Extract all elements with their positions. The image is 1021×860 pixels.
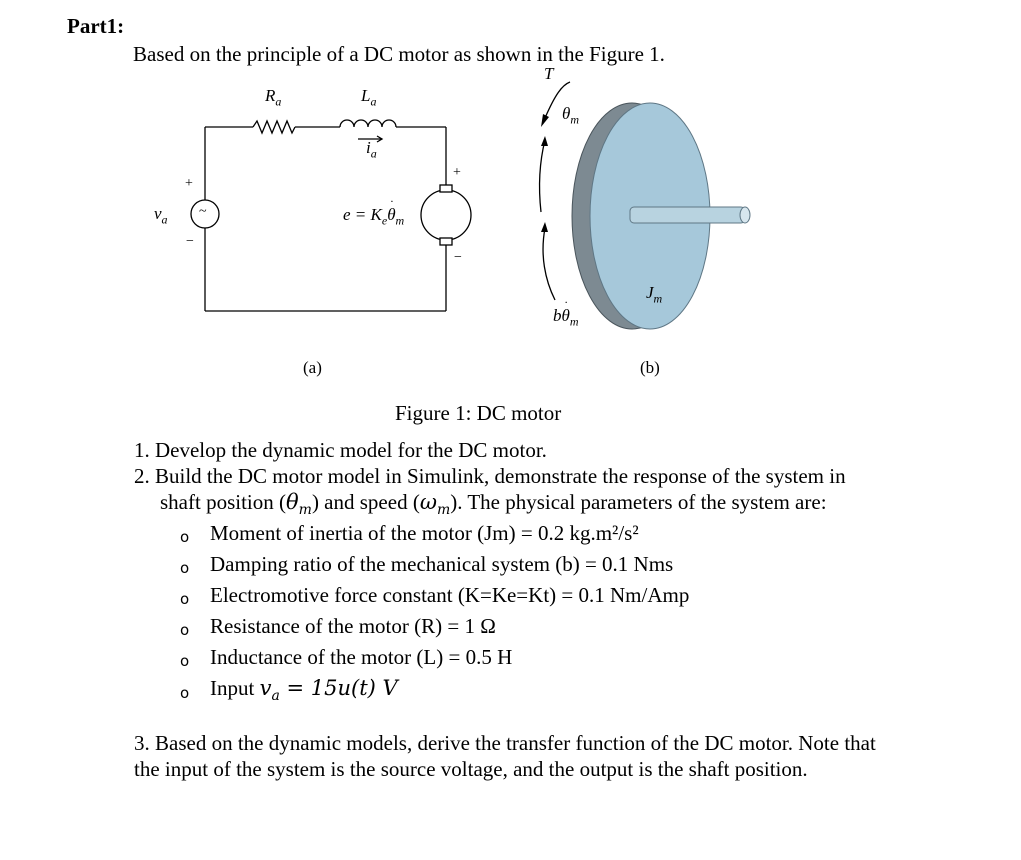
- figure-caption: Figure 1: DC motor: [395, 401, 562, 425]
- label-torque: T: [544, 64, 554, 83]
- list-bullet: o: [180, 528, 190, 546]
- damping-arrow-down: [543, 228, 555, 300]
- circuit-diagram: [191, 120, 471, 311]
- damping-arrow-up: [540, 140, 545, 212]
- shaft: [630, 207, 745, 223]
- label-va: $v_a$: [154, 204, 168, 227]
- resistor-ra: [253, 121, 295, 133]
- figure-1: [0, 0, 1021, 400]
- list-item: Electromotive force constant (K=Ke=Kt) = 0.1 Nm/Amp: [210, 583, 690, 607]
- label-b: (b): [640, 358, 660, 377]
- list-bullet: o: [180, 559, 190, 577]
- part-title: Part1:: [67, 14, 125, 38]
- list-bullet: o: [180, 684, 190, 702]
- list-item: Moment of inertia of the motor (Jm) = 0.2 kg.m²/s²: [210, 521, 639, 545]
- label-ra: $R_a$: [265, 86, 282, 109]
- motor-minus: −: [454, 250, 462, 265]
- list-item-input: Input $v_a = 15u(t)$ V: [210, 676, 398, 705]
- label-a: (a): [303, 358, 322, 377]
- question-2-line1: 2. Build the DC motor model in Simulink, demonstrate the response of the system in: [134, 464, 846, 488]
- list-bullet: o: [180, 590, 190, 608]
- inductor-la: [340, 120, 396, 127]
- list-bullet: o: [180, 621, 190, 639]
- label-emf: $e = K_e\theta$ · $_m$: [343, 194, 405, 228]
- intro-text: Based on the principle of a DC motor as shown in the Figure 1.: [133, 42, 665, 66]
- question-1: 1. Develop the dynamic model for the DC motor.: [134, 438, 547, 462]
- label-jm: $J_m$: [646, 283, 663, 306]
- question-2-line2: shaft position $(\theta_m)$ and speed $(\omega_m)$. The physical parameters of the system are:: [160, 490, 827, 519]
- source-plus: +: [185, 176, 193, 191]
- label-ia: $i_a$: [366, 138, 377, 161]
- source-symbol: ~: [199, 204, 207, 219]
- motor-symbol: [421, 190, 471, 240]
- list-item: Inductance of the motor (L) = 0.5 H: [210, 645, 513, 669]
- question-3-line2: the input of the system is the source voltage, and the output is the shaft position.: [134, 757, 808, 781]
- list-item: Damping ratio of the mechanical system (b) = 0.1 Nms: [210, 552, 674, 576]
- source-minus: −: [186, 234, 194, 249]
- label-la: $L_a$: [361, 86, 377, 109]
- list-bullet: o: [180, 652, 190, 670]
- motor-plus: +: [453, 165, 461, 180]
- question-3-line1: 3. Based on the dynamic models, derive the transfer function of the DC motor. Note that: [134, 731, 876, 755]
- label-damping: bθ · $_m$: [553, 295, 579, 329]
- label-theta-m: $\theta_m$: [562, 104, 580, 127]
- list-item: Resistance of the motor (R) = 1 Ω: [210, 614, 496, 638]
